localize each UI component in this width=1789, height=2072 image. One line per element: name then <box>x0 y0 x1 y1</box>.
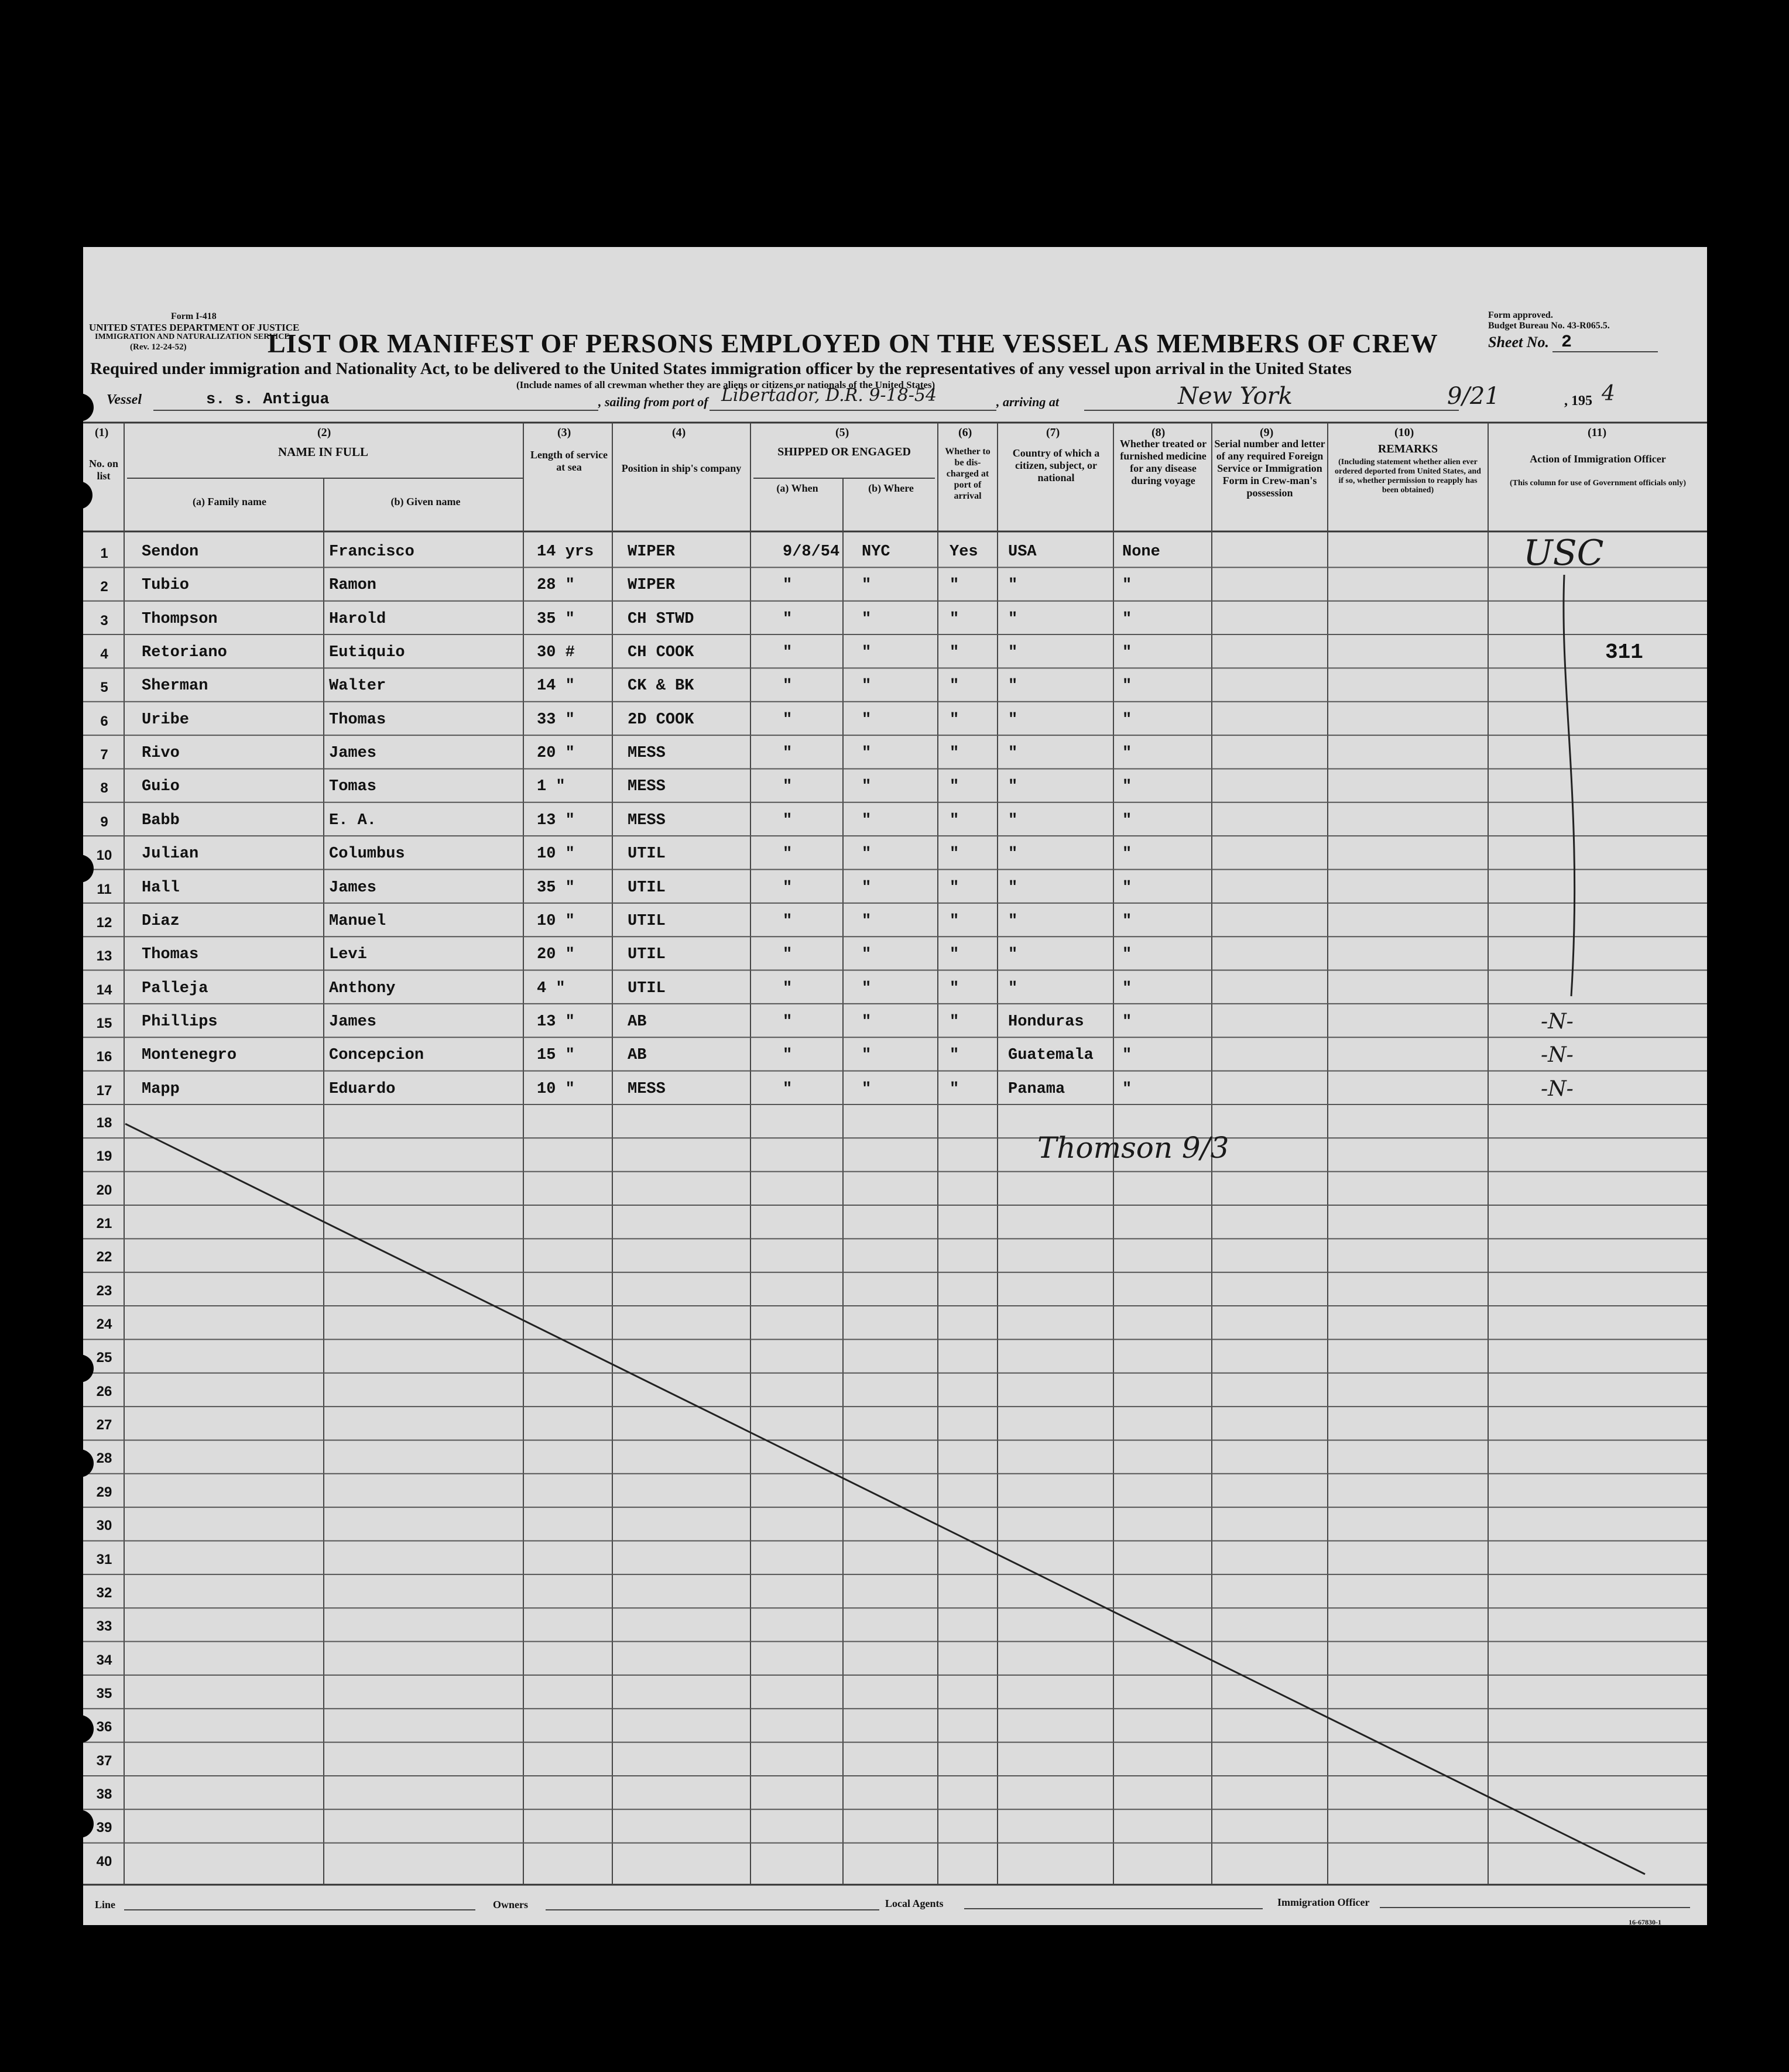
cell-given: James <box>329 879 377 897</box>
col-1-number: (1) <box>95 426 109 439</box>
cell-position: UTIL <box>628 845 666 863</box>
cell-position: WIPER <box>628 577 676 595</box>
row-number: 15 <box>96 1015 112 1031</box>
vessel-name: s. s. Antigua <box>206 391 330 409</box>
officer-signature: Thomson 9/3 <box>1037 1131 1229 1165</box>
cell-country: " <box>1008 979 1018 997</box>
punch-hole <box>64 481 92 509</box>
cell-family: Retoriano <box>142 644 227 662</box>
cell-position: CH STWD <box>628 610 694 628</box>
cell-given: James <box>329 745 377 763</box>
cell-length: 15 " <box>537 1047 575 1065</box>
col-header-no-on-list: No. on list <box>88 458 118 482</box>
cell-family: Hall <box>142 879 180 897</box>
cell-country: " <box>1008 845 1018 863</box>
cell-discharge: " <box>950 644 959 662</box>
cell-given: Manuel <box>329 912 386 930</box>
cell-where: NYC <box>862 543 890 561</box>
row-number: 8 <box>100 780 108 797</box>
cell-when: " <box>783 946 793 964</box>
cell-where: " <box>862 778 872 796</box>
cell-when: " <box>783 1080 793 1098</box>
cell-position: MESS <box>628 811 666 829</box>
cell-country: " <box>1008 577 1018 595</box>
row-number: 4 <box>100 646 108 663</box>
year-digit: 4 <box>1602 382 1615 406</box>
row-number: 13 <box>96 948 112 965</box>
row-number: 20 <box>96 1182 112 1198</box>
row-number: 38 <box>96 1786 112 1802</box>
col-7-number: (7) <box>1046 426 1060 439</box>
cell-when: " <box>783 811 793 829</box>
col-header-action-note: (This column for use of Government officials only) <box>1509 479 1687 488</box>
row-number: 6 <box>100 713 108 729</box>
row-number: 12 <box>96 914 112 931</box>
cell-country: " <box>1008 912 1018 930</box>
cell-length: 10 " <box>537 1080 575 1098</box>
cell-given: Columbus <box>329 845 405 863</box>
cell-given: E. A. <box>329 811 377 829</box>
dept-line-1: UNITED STATES DEPARTMENT OF JUSTICE <box>89 322 300 333</box>
row-number: 25 <box>96 1350 112 1366</box>
form-number: Form I-418 <box>171 311 217 321</box>
col-header-length-of-service: Length of service at sea <box>530 449 608 473</box>
col-header-shipped-or-engaged: SHIPPED OR ENGAGED <box>777 445 911 458</box>
cell-country: " <box>1008 778 1018 796</box>
cell-medicine: " <box>1122 577 1132 595</box>
cell-family: Uribe <box>142 711 190 729</box>
cell-action: -N- <box>1541 1009 1574 1034</box>
cell-when: 9/8/54 <box>783 543 840 561</box>
footer-agents-field <box>964 1908 1263 1909</box>
cell-length: 33 " <box>537 711 575 729</box>
col-9-number: (9) <box>1260 426 1274 439</box>
cell-position: MESS <box>628 745 666 763</box>
cell-medicine: " <box>1122 912 1132 930</box>
cell-family: Montenegro <box>142 1047 237 1065</box>
cell-where: " <box>862 1047 872 1065</box>
cell-family: Babb <box>142 811 180 829</box>
cell-where: " <box>862 644 872 662</box>
row-number: 14 <box>96 982 112 998</box>
col-header-country: Country of which a citizen, subject, or national <box>1012 447 1100 483</box>
cell-family: Diaz <box>142 912 180 930</box>
row-number: 39 <box>96 1820 112 1836</box>
cell-discharge: " <box>950 711 959 729</box>
cell-discharge: " <box>950 1080 959 1098</box>
cell-country: " <box>1008 677 1018 695</box>
cell-when: " <box>783 1047 793 1065</box>
cell-given: Eduardo <box>329 1080 396 1098</box>
cell-discharge: " <box>950 677 959 695</box>
subtitle-note: (Include names of all crewman whether they are aliens or citizens or nationals of the United States) <box>516 379 935 390</box>
cell-where: " <box>862 1080 872 1098</box>
cell-length: 14 " <box>537 677 575 695</box>
arriving-port: New York <box>1178 383 1293 410</box>
row-number: 37 <box>96 1752 112 1769</box>
row-number: 32 <box>96 1584 112 1601</box>
cell-action: -N- <box>1541 1043 1574 1068</box>
row-number: 23 <box>96 1282 112 1299</box>
cell-medicine: " <box>1122 811 1132 829</box>
punch-hole <box>66 393 94 421</box>
cell-when: " <box>783 912 793 930</box>
cell-where: " <box>862 946 872 964</box>
cell-country: " <box>1008 879 1018 897</box>
cell-family: Rivo <box>142 745 180 763</box>
footer-officer-label: Immigration Officer <box>1277 1896 1370 1908</box>
arriving-label: , arriving at <box>996 394 1059 409</box>
row-number: 9 <box>100 814 108 830</box>
cell-medicine: " <box>1122 979 1132 997</box>
row-number: 1 <box>100 546 108 561</box>
sheet-label: Sheet No. <box>1488 334 1549 351</box>
cell-where: " <box>862 610 872 628</box>
row-number: 21 <box>96 1216 112 1231</box>
col-10-number: (10) <box>1394 426 1414 439</box>
cell-length: 20 " <box>537 946 575 964</box>
cell-when: " <box>783 845 793 863</box>
cell-family: Palleja <box>142 979 208 997</box>
cell-country: " <box>1008 711 1018 729</box>
col-4-number: (4) <box>672 426 686 439</box>
cell-where: " <box>862 677 872 695</box>
row-number: 5 <box>100 680 108 696</box>
col-header-medicine: Whether treated or furnished medicine for any disease during voyage <box>1119 438 1207 486</box>
cell-discharge: " <box>950 879 959 897</box>
cell-country: " <box>1008 811 1018 829</box>
sailing-label: , sailing from port of <box>598 394 708 409</box>
row-number: 7 <box>100 747 108 763</box>
cell-where: " <box>862 879 872 897</box>
punch-hole <box>66 1449 94 1477</box>
cell-position: UTIL <box>628 912 666 930</box>
row-number: 24 <box>96 1316 112 1333</box>
col-header-position: Position in ship's company <box>621 462 742 474</box>
punch-hole <box>66 1354 94 1383</box>
cell-discharge: " <box>950 1013 959 1031</box>
cell-given: James <box>329 1013 377 1031</box>
sheet-number: 2 <box>1561 332 1572 352</box>
cell-given: Francisco <box>329 543 414 561</box>
cell-length: 20 " <box>537 745 575 763</box>
table-grid <box>83 247 1707 1925</box>
row-number: 2 <box>100 579 108 595</box>
cell-when: " <box>783 745 793 763</box>
cell-discharge: " <box>950 811 959 829</box>
footer-owners-label: Owners <box>493 1899 528 1910</box>
col-header-remarks-note: (Including statement whether alien ever ordered deported from United States, and if so, whether permission to reapply has been obtained) <box>1335 458 1481 495</box>
cell-medicine: " <box>1122 778 1132 796</box>
cell-country: " <box>1008 745 1018 763</box>
footer-officer-field <box>1380 1907 1690 1908</box>
row-number: 33 <box>96 1618 112 1635</box>
cell-given: Ramon <box>329 577 377 595</box>
row-number: 11 <box>97 881 112 897</box>
cell-position: CH COOK <box>628 644 694 662</box>
cell-given: Thomas <box>329 711 386 729</box>
cell-discharge: " <box>950 845 959 863</box>
row-number: 3 <box>100 612 108 629</box>
cell-country: Guatemala <box>1008 1047 1094 1065</box>
row-number: 34 <box>96 1652 112 1668</box>
col-header-name-in-full: NAME IN FULL <box>277 445 368 459</box>
cell-medicine: " <box>1122 711 1132 729</box>
row-number: 16 <box>96 1049 112 1065</box>
cell-country: " <box>1008 610 1018 628</box>
col-2-number: (2) <box>317 426 331 439</box>
cell-when: " <box>783 577 793 595</box>
col-header-serial-number: Serial number and letter of any required Foreign Service or Immigration Form in Crew-man's possession <box>1214 438 1325 499</box>
cell-when: " <box>783 778 793 796</box>
row-number: 22 <box>96 1249 112 1265</box>
punch-hole <box>66 1715 94 1743</box>
punch-hole <box>66 1810 94 1838</box>
cell-length: 35 " <box>537 879 575 897</box>
cell-given: Tomas <box>329 778 377 796</box>
cell-given: Harold <box>329 610 386 628</box>
row-number: 36 <box>96 1719 112 1735</box>
punch-hole <box>66 855 94 883</box>
cell-medicine: " <box>1122 1080 1132 1098</box>
cell-length: 1 " <box>537 778 566 796</box>
footer-owners-field <box>546 1909 879 1910</box>
row-number: 26 <box>96 1383 112 1399</box>
cell-when: " <box>783 610 793 628</box>
cell-discharge: " <box>950 979 959 997</box>
cell-length: 10 " <box>537 912 575 930</box>
cell-given: Concepcion <box>329 1047 424 1065</box>
cell-discharge: Yes <box>950 543 978 561</box>
cell-when: " <box>783 711 793 729</box>
cell-medicine: " <box>1122 610 1132 628</box>
col-3-number: (3) <box>557 426 571 439</box>
cell-family: Thompson <box>142 610 218 628</box>
cell-medicine: " <box>1122 879 1132 897</box>
row-number: 18 <box>96 1114 112 1131</box>
cell-given: Levi <box>329 946 367 964</box>
col-header-where: (b) Where <box>868 482 914 494</box>
col-header-family-name: (a) Family name <box>193 496 266 507</box>
cell-position: WIPER <box>628 543 676 561</box>
row-number: 28 <box>96 1450 112 1467</box>
row-number: 27 <box>96 1417 112 1433</box>
footer-agents-label: Local Agents <box>885 1898 944 1909</box>
cell-family: Phillips <box>142 1013 218 1031</box>
cell-position: MESS <box>628 1080 666 1098</box>
cell-action: 311 <box>1605 640 1643 665</box>
cell-length: 13 " <box>537 1013 575 1031</box>
cell-medicine: " <box>1122 745 1132 763</box>
cell-family: Thomas <box>142 946 199 964</box>
cell-where: " <box>862 1013 872 1031</box>
cell-length: 28 " <box>537 577 575 595</box>
cell-discharge: " <box>950 610 959 628</box>
cell-discharge: " <box>950 946 959 964</box>
cell-medicine: " <box>1122 1047 1132 1065</box>
cell-action: -N- <box>1541 1076 1574 1101</box>
col-11-number: (11) <box>1588 426 1607 439</box>
cell-medicine: " <box>1122 845 1132 863</box>
row-number: 30 <box>96 1518 112 1534</box>
cell-length: 13 " <box>537 811 575 829</box>
page-title: LIST OR MANIFEST OF PERSONS EMPLOYED ON THE VESSEL AS MEMBERS OF CREW <box>268 328 1438 358</box>
col-header-action: Action of Immigration Officer <box>1530 453 1666 465</box>
cell-family: Sherman <box>142 677 208 695</box>
cell-country: Honduras <box>1008 1013 1084 1031</box>
cell-when: " <box>783 677 793 695</box>
cell-country: USA <box>1008 543 1037 561</box>
cell-where: " <box>862 845 872 863</box>
col-header-discharge: Whether to be dis-charged at port of arrival <box>945 447 991 501</box>
cell-given: Walter <box>329 677 386 695</box>
row-number: 10 <box>96 848 112 864</box>
col-header-when: (a) When <box>776 482 818 494</box>
cell-discharge: " <box>950 778 959 796</box>
subtitle: Required under immigration and Nationality Act, to be delivered to the United States immigration officer by the representatives of any vessel upon arrival in the United States <box>90 359 1352 378</box>
manifest-sheet <box>83 247 1707 1925</box>
arrival-date: 9/21 <box>1447 383 1500 410</box>
print-code: 16-67830-1 <box>1629 1918 1661 1926</box>
form-approved: Form approved. <box>1488 310 1553 320</box>
cell-length: 14 yrs <box>537 543 594 561</box>
cell-medicine: " <box>1122 1013 1132 1031</box>
cell-position: AB <box>628 1047 647 1065</box>
year-prefix: , 195 <box>1564 393 1592 409</box>
cell-position: AB <box>628 1013 647 1031</box>
cell-length: 35 " <box>537 610 575 628</box>
sailing-port: Libertador, D.R. 9-18-54 <box>721 385 937 406</box>
cell-medicine: " <box>1122 677 1132 695</box>
budget-bureau-number: Budget Bureau No. 43-R065.5. <box>1488 321 1610 331</box>
col-8-number: (8) <box>1151 426 1166 439</box>
cell-where: " <box>862 811 872 829</box>
cell-position: UTIL <box>628 979 666 997</box>
cell-given: Anthony <box>329 979 396 997</box>
cell-family: Tubio <box>142 577 190 595</box>
cell-discharge: " <box>950 745 959 763</box>
cell-position: UTIL <box>628 879 666 897</box>
cell-when: " <box>783 1013 793 1031</box>
cell-position: 2D COOK <box>628 711 694 729</box>
cell-medicine: " <box>1122 946 1132 964</box>
vessel-label: Vessel <box>107 392 142 407</box>
cell-family: Guio <box>142 778 180 796</box>
cell-when: " <box>783 879 793 897</box>
cell-when: " <box>783 979 793 997</box>
cell-family: Mapp <box>142 1080 180 1098</box>
row-number: 31 <box>96 1551 112 1567</box>
cell-discharge: " <box>950 912 959 930</box>
col-5-number: (5) <box>835 426 849 439</box>
cell-where: " <box>862 745 872 763</box>
cell-where: " <box>862 577 872 595</box>
footer-line-field <box>124 1909 475 1910</box>
cell-position: MESS <box>628 778 666 796</box>
cell-length: 4 " <box>537 979 566 997</box>
cell-discharge: " <box>950 1047 959 1065</box>
col-header-remarks: REMARKS <box>1377 442 1438 455</box>
cell-given: Eutiquio <box>329 644 405 662</box>
row-number: 40 <box>96 1853 112 1869</box>
cell-where: " <box>862 912 872 930</box>
col-6-number: (6) <box>958 426 972 439</box>
cell-position: CK & BK <box>628 677 694 695</box>
cell-medicine: None <box>1122 543 1160 561</box>
row-number: 29 <box>96 1484 112 1500</box>
cell-position: UTIL <box>628 946 666 964</box>
cell-length: 30 # <box>537 644 575 662</box>
cell-family: Sendon <box>142 543 199 561</box>
cell-country: " <box>1008 644 1018 662</box>
dept-line-2: IMMIGRATION AND NATURALIZATION SERVICE <box>95 332 290 341</box>
row-number: 17 <box>96 1082 112 1099</box>
cell-country: Panama <box>1008 1080 1065 1098</box>
cell-where: " <box>862 979 872 997</box>
footer-line-label: Line <box>95 1899 116 1910</box>
cell-country: " <box>1008 946 1018 964</box>
cell-where: " <box>862 711 872 729</box>
cell-action: USC <box>1523 533 1604 574</box>
cell-family: Julian <box>142 845 199 863</box>
row-number: 19 <box>96 1148 112 1165</box>
cell-when: " <box>783 644 793 662</box>
form-revision: (Rev. 12-24-52) <box>130 342 187 352</box>
cell-discharge: " <box>950 577 959 595</box>
cell-medicine: " <box>1122 644 1132 662</box>
col-header-given-name: (b) Given name <box>390 496 461 507</box>
cell-length: 10 " <box>537 845 575 863</box>
row-number: 35 <box>96 1685 112 1701</box>
